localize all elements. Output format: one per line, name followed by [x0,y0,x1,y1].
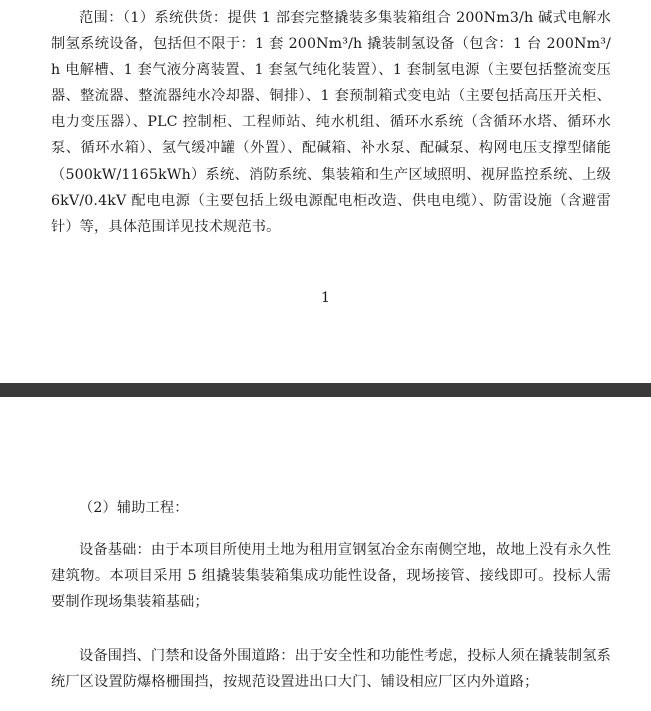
document-page-2 [0,397,651,711]
equipment-foundation-paragraph: 设备基础：由于本项目所使用土地为租用宣钢氢冶金东南侧空地，故地上没有永久性建筑物。本项目采用 5 组撬装集装箱集成功能性设备，现场接管、接线即可。投标人需要制作现场集装箱基础； [51,542,611,611]
scope-paragraph: 范围：（1）系统供货：提供 1 部套完整撬装多集装箱组合 200Nm3/h 碱式电解水制氢系统设备，包括但不限于：1 套 200Nm³/h 撬装制氢设备（包含：1 台 200Nm³/h 电解槽、1 套气液分离装置、1 套氢气纯化装置）、1 套制氢电源（主要包括整流变压器、整流器、整流器纯水冷却器、铜排）、1 套预制箱式变电站（主要包括高压开关柜、电力变压器）、PLC 控制柜、工程师站、纯水机组、循环水系统（含循环水塔、循环水泵、循环水箱）、氢气缓冲罐（外置）、配碱箱、补水泵、配碱泵、构网电压支撑型储能（500kW/1165kWh）系统、消防系统、集装箱和生产区域照明、视屏监控系统、上级 6kV/0.4kV 配电电源（主要包括上级电源配电柜改造、供电电缆）、防雷设施（含避雷针）等，具体范围详见技术规范书。 [51,10,611,235]
page-number: 1 [321,290,330,306]
auxiliary-works-heading: （2）辅助工程： [79,500,189,516]
page-break-divider [0,383,651,397]
fence-and-road-paragraph: 设备围挡、门禁和设备外围道路：出于安全性和功能性考虑，投标人须在撬装制氢系统厂区设置防爆格栅围挡，按规范设置进出口大门、铺设相应厂区内外道路； [51,648,611,691]
